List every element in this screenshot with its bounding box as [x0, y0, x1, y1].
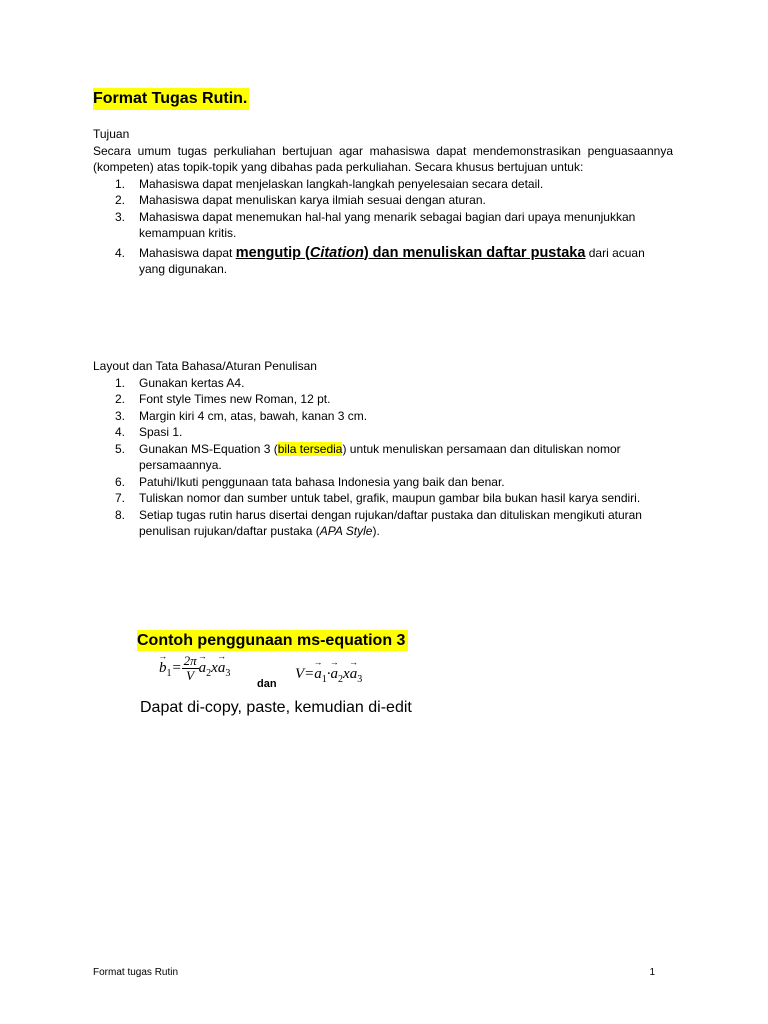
subscript: 3: [357, 674, 363, 685]
subscript: 1: [166, 667, 172, 679]
list-item-text-pre: Mahasiswa dapat: [139, 245, 236, 260]
list-item: [93, 507, 673, 540]
list-item: [93, 391, 673, 408]
connector-dan: dan: [257, 678, 277, 690]
list-item-number: 7.: [115, 491, 126, 505]
apa-style-text: APA Style: [319, 524, 373, 538]
emphasis-citation: [236, 245, 586, 261]
tujuan-list: [93, 176, 673, 278]
list-item-number: 2.: [115, 392, 126, 406]
variable-v: V: [295, 666, 305, 682]
page-number: 1: [649, 967, 655, 978]
footer-title: Format tugas Rutin: [93, 967, 179, 978]
list-item-text: Margin kiri 4 cm, atas, bawah, kanan 3 cm.: [139, 408, 368, 423]
example-heading: Contoh penggunaan ms-equation 3: [137, 630, 408, 651]
cross-symbol: x: [343, 666, 350, 682]
list-item-number: 4.: [115, 245, 126, 260]
list-item: [93, 408, 673, 425]
list-item-text: Patuhi/Ikuti penggunaan tata bahasa Indonesia yang baik dan benar.: [139, 474, 505, 489]
vector-a: → a: [199, 660, 207, 677]
fraction: [182, 654, 199, 683]
list-item: [93, 375, 673, 392]
list-item-number: 5.: [115, 441, 126, 456]
layout-list: [93, 375, 673, 540]
list-item-number: 8.: [115, 507, 126, 522]
list-item-text: Mahasiswa dapat menjelaskan langkah-langkah penyelesaian secara detail.: [139, 176, 544, 191]
subscript: 2: [338, 674, 344, 685]
list-item-text: Font style Times new Roman, 12 pt.: [139, 392, 331, 406]
dot-symbol: ·: [326, 666, 331, 682]
list-item: [93, 192, 673, 209]
list-item-text-pre: Setiap tugas rutin harus disertai dengan rujukan/daftar pustaka dan dituliskan mengikuti aturan penulisan rujukan/daftar pustaka (: [139, 507, 642, 538]
fraction-denominator: V: [186, 668, 195, 683]
list-item-number: 1.: [115, 375, 126, 390]
emphasis-part-a: mengutip (: [235, 244, 310, 261]
list-item-text: Gunakan kertas A4.: [139, 375, 245, 390]
list-item-text-post: ).: [372, 524, 380, 538]
list-item-text: Mahasiswa dapat menuliskan karya ilmiah sesuai dengan aturan.: [139, 193, 486, 207]
list-item-text: Mahasiswa dapat menemukan hal-hal yang menarik sebagai bagian dari upaya menunjukkan kemampuan kritis.: [139, 209, 636, 240]
vector-a: → a: [314, 666, 322, 683]
highlight-bila-tersedia: bila tersedia: [277, 441, 343, 456]
list-item: [93, 490, 673, 507]
layout-heading: Layout dan Tata Bahasa/Aturan Penulisan: [93, 359, 317, 373]
list-item: [93, 209, 673, 242]
vector-a: → a: [218, 660, 226, 677]
list-item-number: 3.: [115, 408, 126, 423]
subscript: 2: [206, 667, 212, 679]
layout-section: [93, 358, 673, 540]
subscript: 3: [225, 667, 231, 679]
list-item: [93, 474, 673, 491]
emphasis-part-b: ) dan menuliskan daftar pustaka: [363, 244, 586, 261]
page-footer: [93, 966, 655, 980]
vector-a: → a: [350, 666, 358, 683]
vector-b: → b: [159, 660, 167, 677]
list-item-text-pre: Gunakan MS-Equation 3 (: [139, 441, 278, 456]
vector-a: → a: [331, 666, 339, 683]
emphasis-italic: Citation: [309, 244, 364, 261]
list-item-text: Spasi 1.: [139, 425, 183, 439]
list-item-number: 2.: [115, 193, 126, 207]
list-item: [93, 245, 673, 278]
cross-symbol: x: [211, 659, 218, 676]
tujuan-intro: Secara umum tugas perkuliahan bertujuan agar mahasiswa dapat mendemonstrasikan penguasaannya (kompeten) atas topik-topik yang dibahas pada perkuliahan. Secara khusus bertujuan untuk:: [93, 143, 673, 174]
fraction-numerator: 2π: [183, 653, 197, 668]
list-item-number: 1.: [115, 176, 126, 191]
subscript: 1: [321, 674, 327, 685]
list-item-text-post: dari acuan yang digunakan.: [139, 245, 645, 276]
list-item-number: 3.: [115, 209, 126, 224]
copy-note: Dapat di-copy, paste, kemudian di-edit: [140, 699, 412, 716]
tujuan-section: [93, 126, 673, 278]
list-item: [93, 176, 673, 193]
equation-v: [295, 666, 362, 685]
tujuan-heading: Tujuan: [93, 127, 130, 141]
list-item: [93, 424, 673, 441]
equals-sign: =: [304, 666, 315, 682]
list-item-text-post: ) untuk menuliskan persamaan dan dituliskan nomor persamaannya.: [139, 441, 621, 472]
document-title: Format Tugas Rutin.: [93, 88, 249, 110]
list-item-number: 6.: [115, 474, 126, 489]
equation-area: [155, 654, 415, 694]
equals-sign: =: [171, 659, 182, 676]
list-item-text: Tuliskan nomor dan sumber untuk tabel, grafik, maupun gambar bila bukan hasil karya sendiri.: [139, 491, 641, 505]
equation-b1: [159, 654, 230, 683]
list-item-number: 4.: [115, 425, 126, 439]
list-item: [93, 441, 673, 474]
